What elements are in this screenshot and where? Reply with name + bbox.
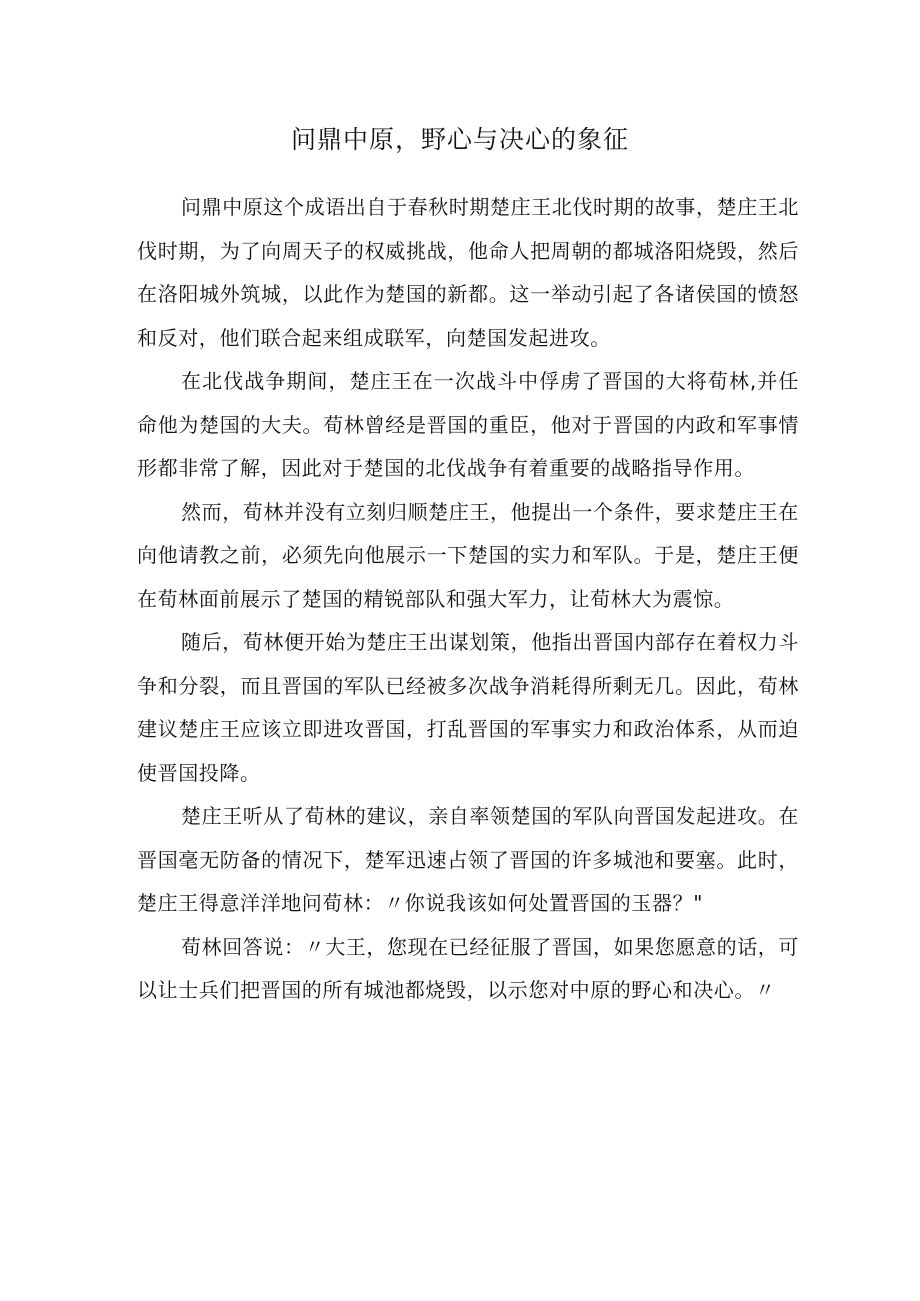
page-title: 问鼎中原，野心与决心的象征 [290, 125, 629, 154]
document-body [137, 186, 799, 1013]
paragraph-6: 荀林回答说：〃大王，您现在已经征服了晋国，如果您愿意的话，可以让士兵们把晋国的所有城池都烧毁，以示您对中原的野心和决心。〃 [137, 934, 799, 1002]
paragraph-4: 随后，荀林便开始为楚庄王出谋划策，他指出晋国内部存在着权力斗争和分裂，而且晋国的军队已经被多次战争消耗得所剩无几。因此，荀林建议楚庄王应该立即进攻晋国，打乱晋国的军事实力和政治体系，从而迫使晋国投降。 [137, 630, 799, 785]
paragraph-5: 楚庄王听从了荀林的建议，亲自率领楚国的军队向晋国发起进攻。在晋国毫无防备的情况下，楚军迅速占领了晋国的许多城池和要塞。此时，楚庄王得意洋洋地问荀林：〃你说我该如何处置晋国的玉器？" [137, 804, 799, 915]
paragraph-3: 然而，荀林并没有立刻归顺楚庄王，他提出一个条件，要求楚庄王在向他请教之前，必须先向他展示一下楚国的实力和军队。于是，楚庄王便在荀林面前展示了楚国的精锐部队和强大军力，让荀林大为震惊。 [137, 499, 799, 611]
paragraph-1: 问鼎中原这个成语出自于春秋时期楚庄王北伐时期的故事，楚庄王北伐时期，为了向周天子的权威挑战，他命人把周朝的都城洛阳烧毁，然后在洛阳城外筑城，以此作为楚国的新都。这一举动引起了各诸侯国的愤怒和反对，他们联合起来组成联军，向楚国发起进攻。 [137, 195, 799, 350]
paragraph-2: 在北伐战争期间，楚庄王在一次战斗中俘虏了晋国的大将荀林,并任命他为楚国的大夫。荀林曾经是晋国的重臣，他对于晋国的内政和军事情形都非常了解，因此对于楚国的北伐战争有着重要的战略指导作用。 [137, 369, 799, 480]
